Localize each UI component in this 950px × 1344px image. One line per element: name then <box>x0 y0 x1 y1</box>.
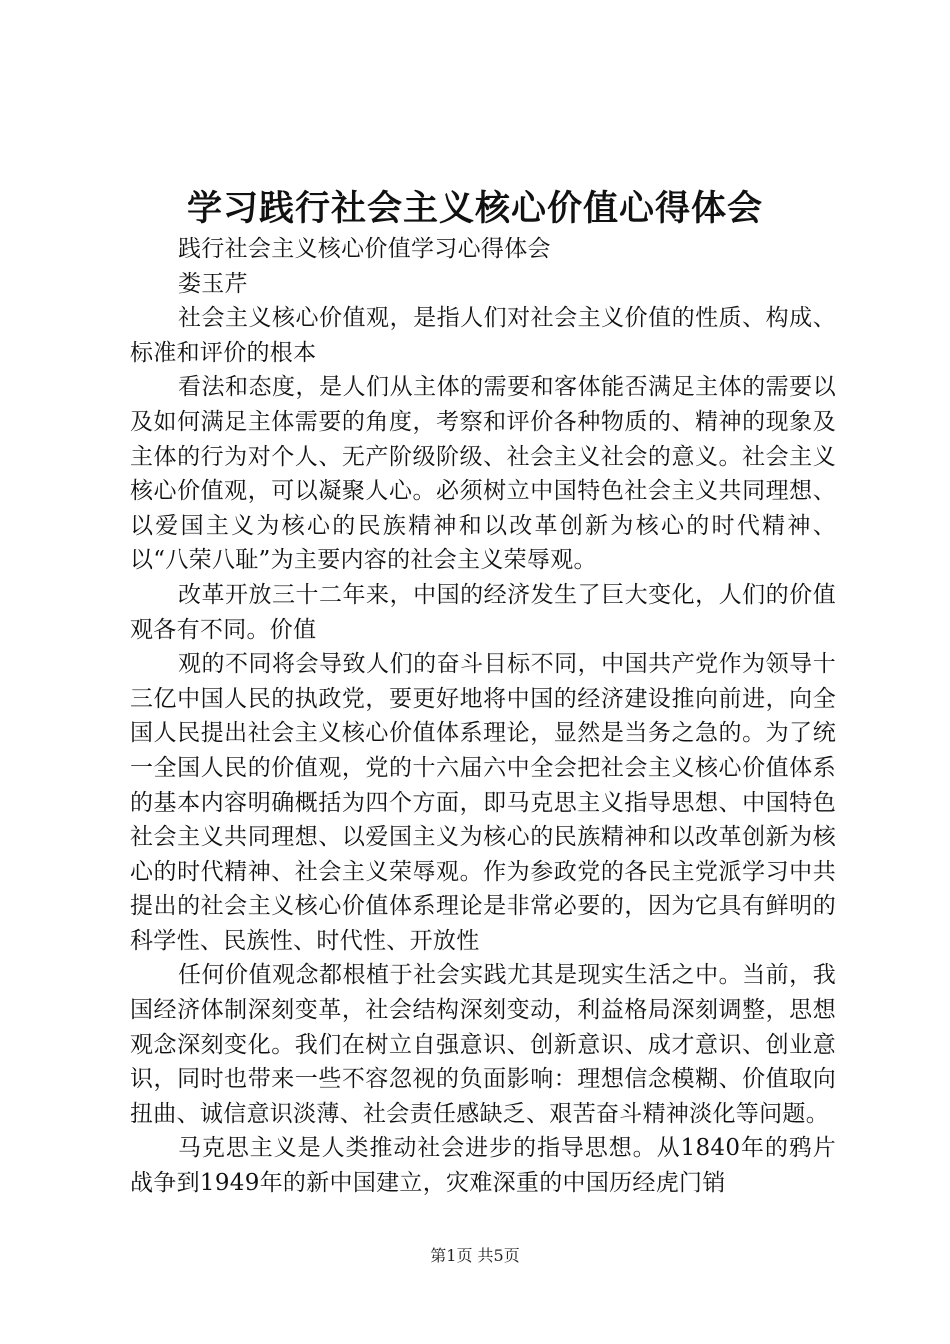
document-body <box>130 232 836 1201</box>
body-paragraph: 马克思主义是人类推动社会进步的指导思想。从1840年的鸦片战争到1949年的新中国建立，灾难深重的中国历经虎门销 <box>130 1135 836 1197</box>
body-paragraph: 看法和态度，是人们从主体的需要和客体能否满足主体的需要以及如何满足主体需要的角度，考察和评价各种物质的、精神的现象及主体的行为对个人、无产阶级阶级、社会主义社会的意义。社会主义核心价值观，可以凝聚人心。必须树立中国特色社会主义共同理想、以爱国主义为核心的民族精神和以改革创新为核心的时代精神、以“八荣八耻”为主要内容的社会主义荣辱观。 <box>130 374 836 574</box>
body-paragraph: 观的不同将会导致人们的奋斗目标不同，中国共产党作为领导十三亿中国人民的执政党，要更好地将中国的经济建设推向前进，向全国人民提出社会主义核心价值体系理论，显然是当务之急的。为了统一全国人民的价值观，党的十六届六中全会把社会主义核心价值体系的基本内容明确概括为四个方面，即马克思主义指导思想、中国特色社会主义共同理想、以爱国主义为核心的民族精神和以改革创新为核心的时代精神、社会主义荣辱观。作为参政党的各民主党派学习中共提出的社会主义核心价值体系理论是非常必要的，因为它具有鲜明的科学性、民族性、时代性、开放性 <box>130 651 836 954</box>
body-paragraph: 改革开放三十二年来，中国的经济发生了巨大变化，人们的价值观各有不同。价值 <box>130 581 836 643</box>
body-paragraph: 任何价值观念都根植于社会实践尤其是现实生活之中。当前，我国经济体制深刻变革，社会结构深刻变动，利益格局深刻调整，思想观念深刻变化。我们在树立自强意识、创新意识、成才意识、创业意识，同时也带来一些不容忽视的负面影响：理想信念模糊、价值取向扭曲、诚信意识淡薄、社会责任感缺乏、艰苦奋斗精神淡化等问题。 <box>130 962 836 1127</box>
page-number-footer: 第1页 共5页 <box>430 1246 520 1265</box>
subtitle-paragraph: 践行社会主义核心价值学习心得体会 <box>178 236 551 262</box>
body-paragraph: 社会主义核心价值观，是指人们对社会主义价值的性质、构成、标准和评价的根本 <box>130 305 836 366</box>
author-paragraph: 娄玉芹 <box>178 270 248 297</box>
document-title: 学习践行社会主义核心价值心得体会 <box>186 189 763 229</box>
